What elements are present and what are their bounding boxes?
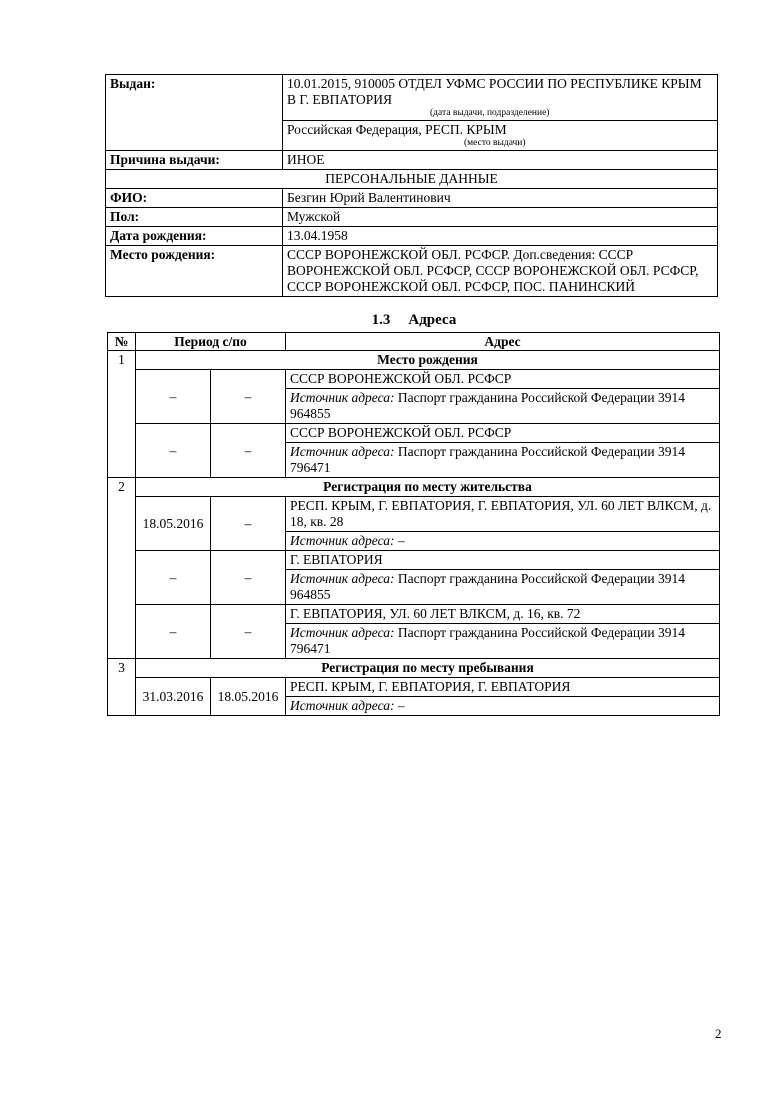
fio-label: ФИО: — [106, 189, 283, 208]
issued-cell — [283, 75, 718, 121]
address-value: РЕСП. КРЫМ, Г. ЕВПАТОРИЯ, Г. ЕВПАТОРИЯ — [286, 678, 720, 697]
source-cell — [286, 570, 720, 605]
group-title: Место рождения — [136, 351, 720, 370]
period-from: – — [136, 370, 211, 424]
source-value: – — [397, 698, 405, 713]
reason-label: Причина выдачи: — [106, 151, 283, 170]
period-to: 18.05.2016 — [211, 678, 286, 716]
group-number: 1 — [108, 351, 136, 478]
address-row — [108, 370, 720, 389]
issued-caption: (дата выдачи, подразделение) — [430, 108, 550, 118]
source-label: Источник адреса: — [290, 571, 395, 586]
period-from: 31.03.2016 — [136, 678, 211, 716]
source-label: Источник адреса: — [290, 444, 395, 459]
period-to: – — [211, 605, 286, 659]
source-label: Источник адреса: — [290, 698, 395, 713]
group-row — [108, 351, 720, 370]
period-to: – — [211, 497, 286, 551]
period-from: 18.05.2016 — [136, 497, 211, 551]
section-heading — [0, 312, 780, 329]
dob-value: 13.04.1958 — [283, 227, 718, 246]
issued-label: Выдан: — [106, 75, 283, 151]
source-value: Паспорт гражданина Российской Федерации 3914 796471 — [290, 444, 685, 475]
header-address: Адрес — [286, 333, 720, 351]
address-row — [108, 605, 720, 624]
address-value: СССР ВОРОНЕЖСКОЙ ОБЛ. РСФСР — [286, 424, 720, 443]
source-label: Источник адреса: — [290, 625, 395, 640]
address-row — [108, 497, 720, 532]
table-header-row — [108, 333, 720, 351]
period-to: – — [211, 551, 286, 605]
period-to: – — [211, 424, 286, 478]
place-value: Российская Федерация, РЕСП. КРЫМ — [287, 122, 507, 137]
addresses-table — [107, 332, 720, 716]
period-from: – — [136, 424, 211, 478]
birthplace-value: СССР ВОРОНЕЖСКОЙ ОБЛ. РСФСР. Доп.сведения: СССР ВОРОНЕЖСКОЙ ОБЛ. РСФСР, СССР ВОРОНЕЖСКОЙ ОБЛ. РСФСР, СССР ВОРОНЕЖСКОЙ ОБЛ. РСФСР, ПОС. ПАНИНСКИЙ — [283, 246, 718, 297]
source-value: Паспорт гражданина Российской Федерации 3914 796471 — [290, 625, 685, 656]
group-number: 3 — [108, 659, 136, 716]
source-value: Паспорт гражданина Российской Федерации 3914 964855 — [290, 390, 685, 421]
address-value: РЕСП. КРЫМ, Г. ЕВПАТОРИЯ, Г. ЕВПАТОРИЯ, УЛ. 60 ЛЕТ ВЛКСМ, д. 18, кв. 28 — [286, 497, 720, 532]
source-cell — [286, 697, 720, 716]
source-cell — [286, 443, 720, 478]
period-from: – — [136, 605, 211, 659]
address-row — [108, 551, 720, 570]
group-row — [108, 659, 720, 678]
source-value: Паспорт гражданина Российской Федерации 3914 964855 — [290, 571, 685, 602]
fio-value: Безгин Юрий Валентинович — [283, 189, 718, 208]
address-value: Г. ЕВПАТОРИЯ — [286, 551, 720, 570]
source-cell — [286, 389, 720, 424]
address-row — [108, 678, 720, 697]
personal-data-header: ПЕРСОНАЛЬНЫЕ ДАННЫЕ — [106, 170, 718, 189]
issued-value: 10.01.2015, 910005 ОТДЕЛ УФМС РОССИИ ПО РЕСПУБЛИКЕ КРЫМ В Г. ЕВПАТОРИЯ — [287, 76, 702, 107]
reason-value: ИНОЕ — [283, 151, 718, 170]
source-label: Источник адреса: — [290, 533, 395, 548]
place-caption: (место выдачи) — [464, 138, 526, 148]
group-number: 2 — [108, 478, 136, 659]
source-cell — [286, 532, 720, 551]
section-title: Адреса — [408, 312, 457, 328]
source-cell — [286, 624, 720, 659]
page-number: 2 — [715, 1026, 722, 1041]
birthplace-label: Место рождения: — [106, 246, 283, 297]
passport-info-table — [105, 74, 718, 297]
sex-value: Мужской — [283, 208, 718, 227]
period-to: – — [211, 370, 286, 424]
group-title: Регистрация по месту пребывания — [136, 659, 720, 678]
period-from: – — [136, 551, 211, 605]
address-value: СССР ВОРОНЕЖСКОЙ ОБЛ. РСФСР — [286, 370, 720, 389]
source-value: – — [397, 533, 405, 548]
header-num: № — [108, 333, 136, 351]
section-number: 1.3 — [371, 312, 391, 328]
header-period: Период с/по — [136, 333, 286, 351]
address-value: Г. ЕВПАТОРИЯ, УЛ. 60 ЛЕТ ВЛКСМ, д. 16, кв. 72 — [286, 605, 720, 624]
address-row — [108, 424, 720, 443]
source-label: Источник адреса: — [290, 390, 395, 405]
sex-label: Пол: — [106, 208, 283, 227]
place-cell — [283, 121, 718, 151]
dob-label: Дата рождения: — [106, 227, 283, 246]
group-title: Регистрация по месту жительства — [136, 478, 720, 497]
group-row — [108, 478, 720, 497]
